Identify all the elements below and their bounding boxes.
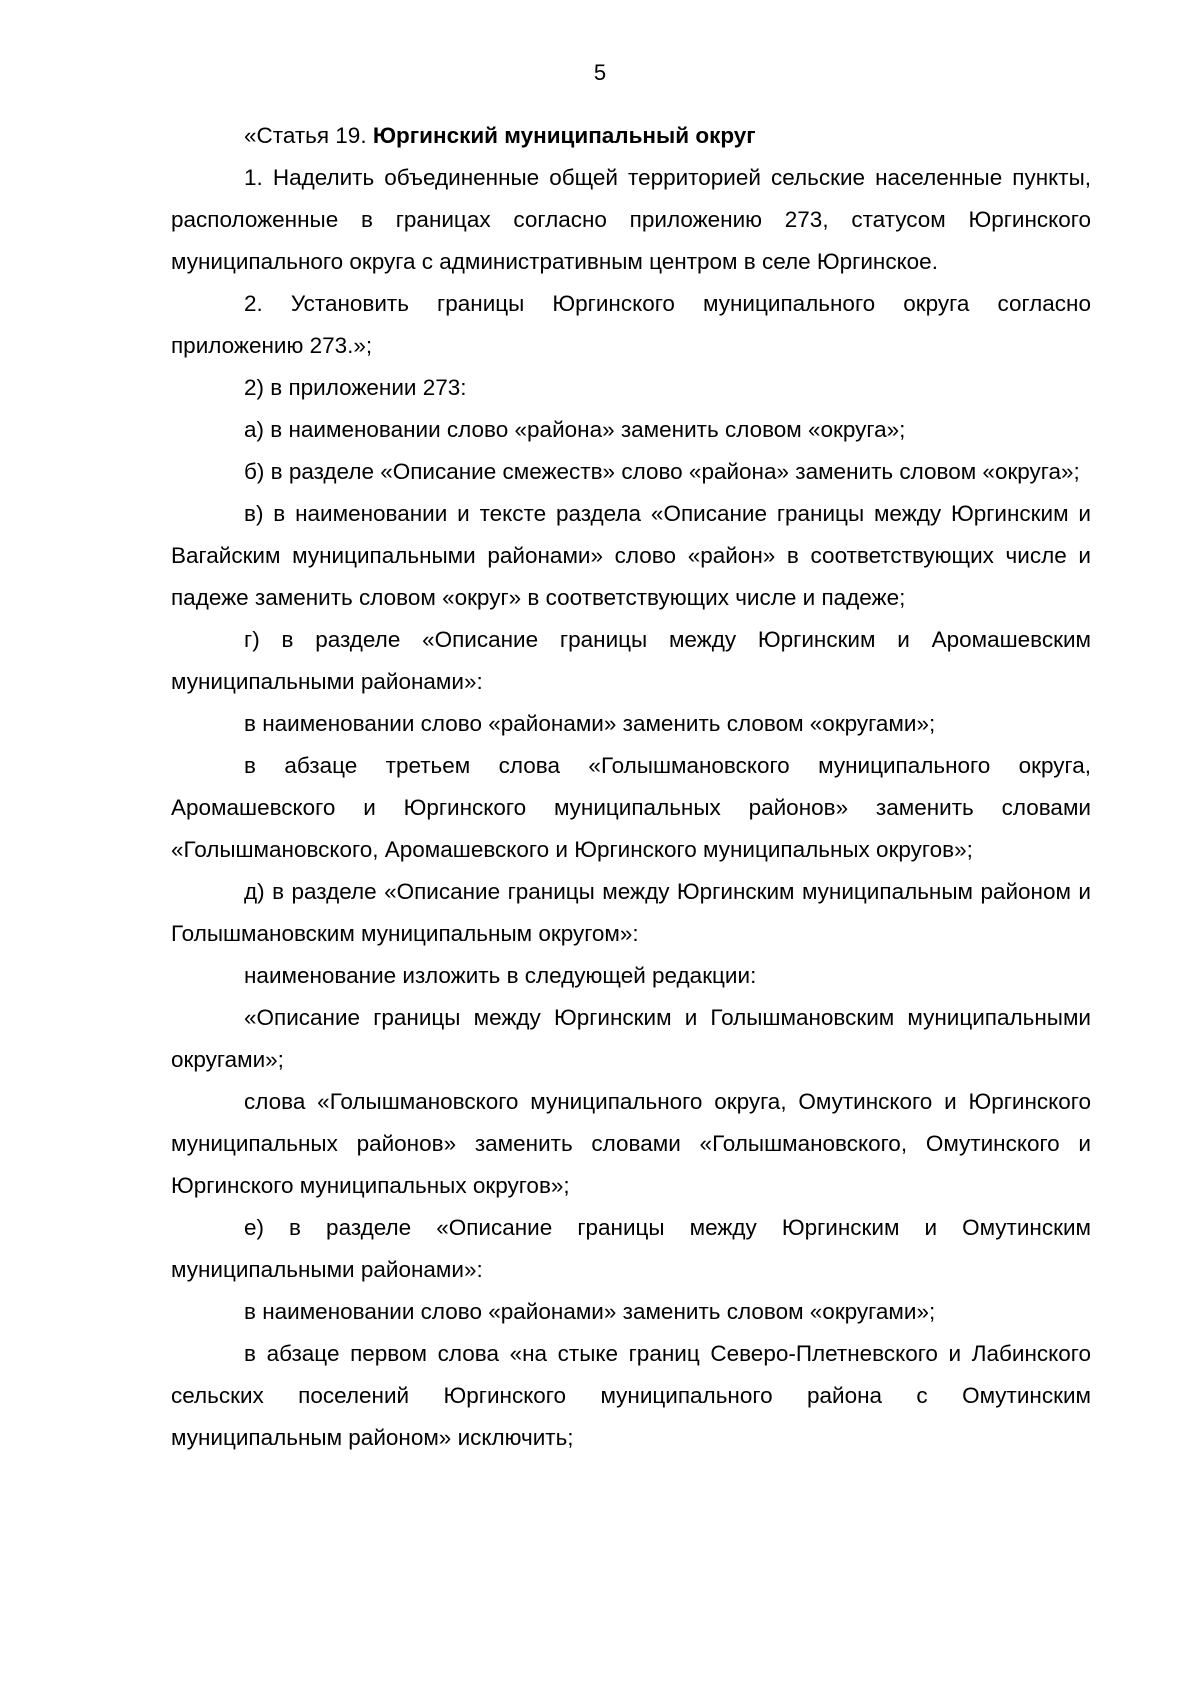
- article-heading-title: Юргинский муниципальный округ: [372, 123, 756, 148]
- article-heading-prefix: «Статья 19.: [244, 123, 373, 148]
- paragraph: г) в разделе «Описание границы между Юргинским и Аромашевским муниципальными районами»:: [171, 627, 1091, 694]
- paragraph: в абзаце третьем слова «Голышмановского муниципального округа, Аромашевского и Юргинского муниципальных районов» заменить словами «Голышмановского, Аромашевского и Юргинского муниципальных округов»;: [171, 753, 1091, 862]
- paragraph: 2) в приложении 273:: [244, 375, 467, 400]
- paragraph: д) в разделе «Описание границы между Юргинским муниципальным районом и Голышмановским муниципальным округом»:: [171, 879, 1091, 946]
- paragraph: слова «Голышмановского муниципального округа, Омутинского и Юргинского муниципальных районов» заменить словами «Голышмановского, Омутинского и Юргинского муниципальных округов»;: [171, 1089, 1091, 1198]
- paragraph: в наименовании слово «районами» заменить словом «округами»;: [244, 711, 936, 736]
- paragraph: е) в разделе «Описание границы между Юргинским и Омутинским муниципальными районами»:: [171, 1215, 1091, 1282]
- page-number: 5: [593, 60, 607, 85]
- paragraph: а) в наименовании слово «района» заменить словом «округа»;: [244, 417, 906, 442]
- paragraph: б) в разделе «Описание смежеств» слово «района» заменить словом «округа»;: [244, 459, 1080, 484]
- document-body: [171, 115, 1091, 1459]
- paragraph: 1. Наделить объединенные общей территорией сельские населенные пункты, расположенные в границах согласно приложению 273, статусом Юргинского муниципального округа с административным центром в селе Юргинское.: [171, 165, 1091, 274]
- paragraph: «Описание границы между Юргинским и Голышмановским муниципальными округами»;: [171, 1005, 1091, 1072]
- paragraph: в наименовании слово «районами» заменить словом «округами»;: [244, 1299, 936, 1324]
- paragraph: наименование изложить в следующей редакции:: [244, 963, 757, 988]
- paragraph: 2. Установить границы Юргинского муниципального округа согласно приложению 273.»;: [171, 291, 1091, 358]
- paragraph: в абзаце первом слова «на стыке границ Северо-Плетневского и Лабинского сельских поселений Юргинского муниципального района с Омутинским муниципальным районом» исключить;: [171, 1341, 1091, 1450]
- paragraph: в) в наименовании и тексте раздела «Описание границы между Юргинским и Вагайским муниципальными районами» слово «район» в соответствующих числе и падеже заменить словом «округ» в соответствующих числе и падеже;: [171, 501, 1091, 610]
- article-heading: [171, 115, 1091, 157]
